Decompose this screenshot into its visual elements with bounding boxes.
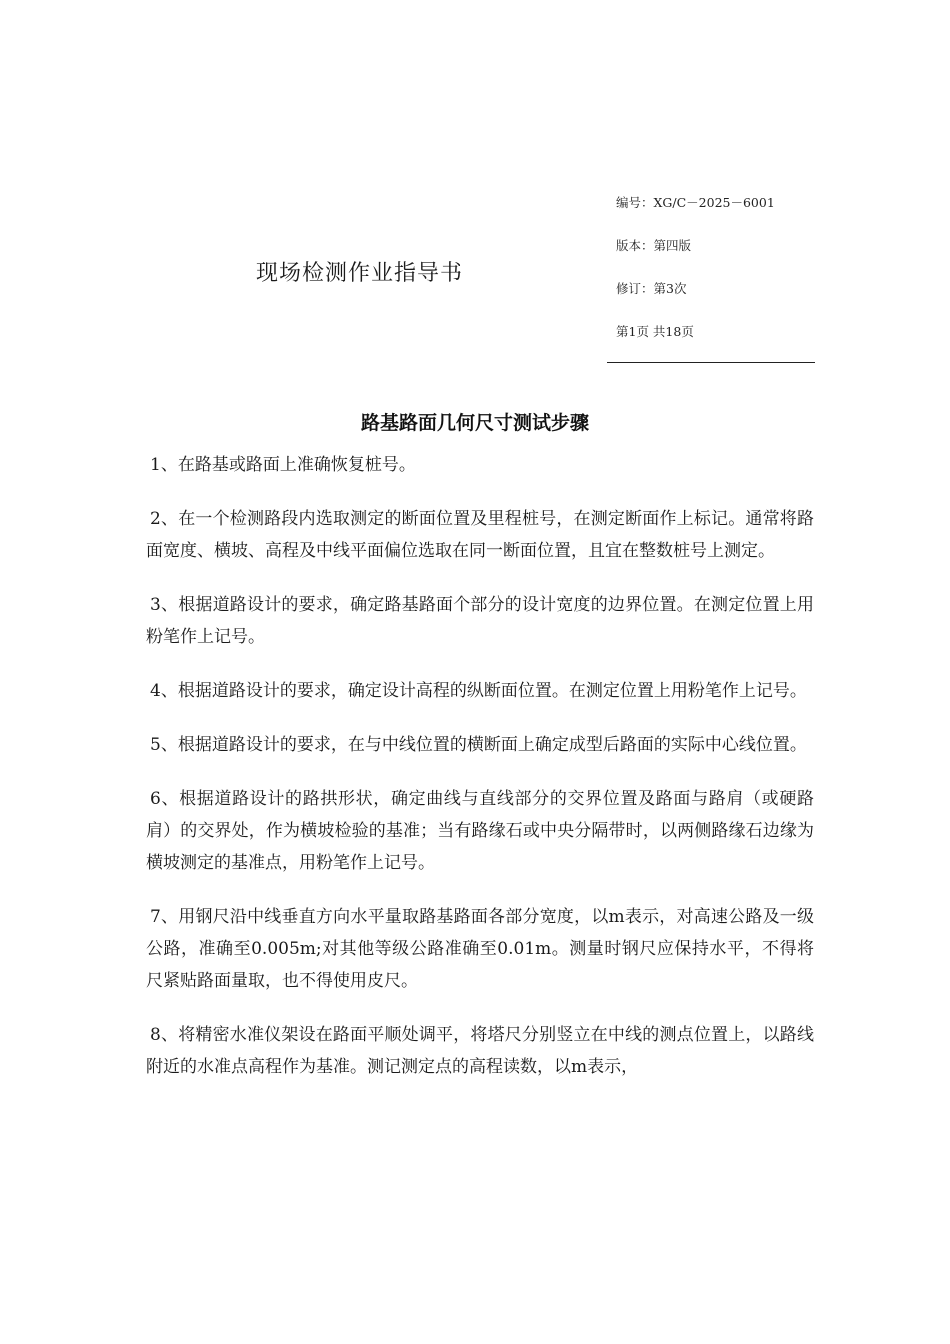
document-meta-block (616, 196, 816, 368)
step-paragraph: 6、根据道路设计的路拱形状，确定曲线与直线部分的交界位置及路面与路肩（或硬路肩）的交界处，作为横坡检验的基准；当有路缘石或中央分隔带时，以两侧路缘石边缘为横坡测定的基准点，用粉笔作上记号。 (146, 789, 814, 873)
step-paragraph: 5、根据道路设计的要求，在与中线位置的横断面上确定成型后路面的实际中心线位置。 (150, 735, 807, 755)
step-paragraph: 4、根据道路设计的要求，确定设计高程的纵断面位置。在测定位置上用粉笔作上记号。 (150, 681, 807, 701)
step-paragraph: 1、在路基或路面上准确恢复桩号。 (150, 455, 416, 475)
document-version: 版本：第四版 (616, 238, 692, 253)
document-number: 编号：XG/C－2025－6001 (616, 195, 775, 210)
step-paragraph: 7、用钢尺沿中线垂直方向水平量取路基路面各部分宽度，以m表示，对高速公路及一级公路，准确至0.005m;对其他等级公路准确至0.01m。测量时钢尺应保持水平，不得将尺紧贴路面量取，也不得使用皮尺。 (146, 907, 814, 991)
page-indicator: 第1页 共18页 (616, 324, 694, 339)
step-paragraph: 3、根据道路设计的要求，确定路基路面个部分的设计宽度的边界位置。在测定位置上用粉笔作上记号。 (146, 595, 814, 647)
step-paragraph: 8、将精密水准仪架设在路面平顺处调平，将塔尺分别竖立在中线的测点位置上，以路线附近的水准点高程作为基准。测记测定点的高程读数，以m表示， (146, 1025, 814, 1077)
header-divider (607, 362, 815, 363)
document-title: 现场检测作业指导书 (256, 261, 464, 286)
section-title: 路基路面几何尺寸测试步骤 (360, 412, 589, 434)
step-paragraph: 2、在一个检测路段内选取测定的断面位置及里程桩号，在测定断面作上标记。通常将路面宽度、横坡、高程及中线平面偏位选取在同一断面位置，且宜在整数桩号上测定。 (146, 509, 814, 561)
body-text (146, 449, 814, 1105)
document-revision: 修订：第3次 (616, 281, 687, 296)
